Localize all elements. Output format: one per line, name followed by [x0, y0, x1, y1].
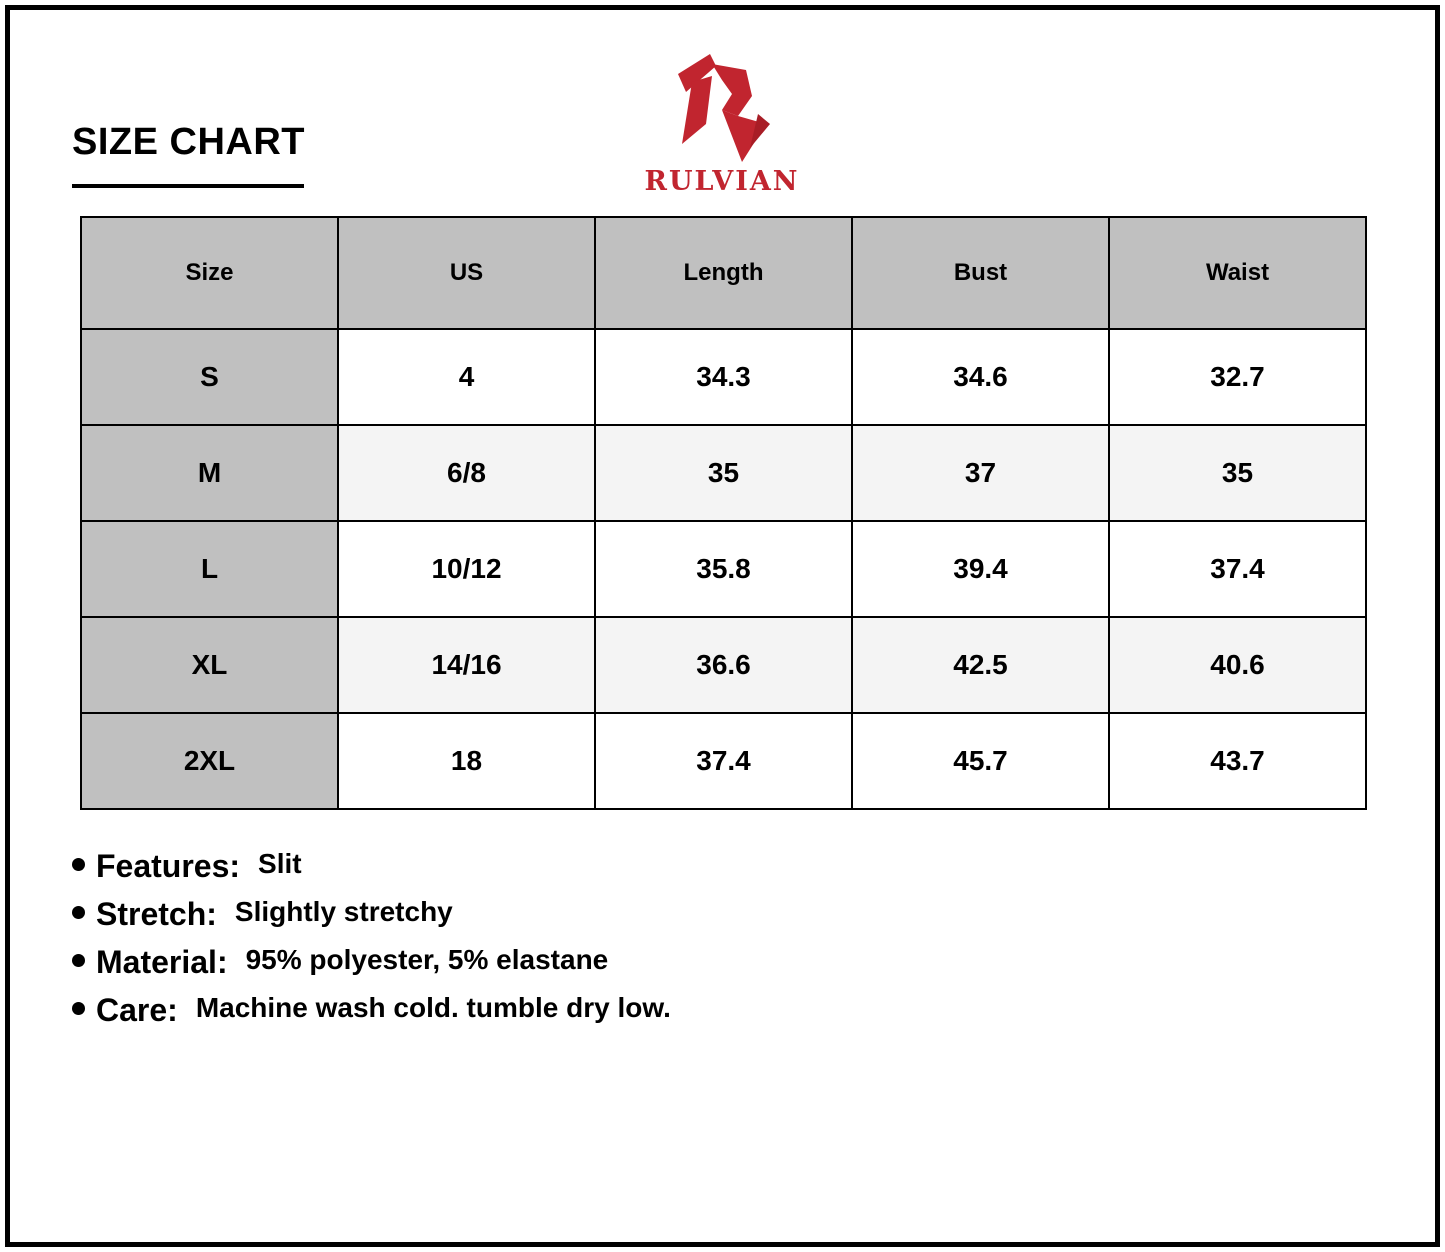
- feature-list: [72, 848, 671, 1040]
- length-cell: 34.3: [595, 329, 852, 425]
- table-row: [81, 425, 1366, 521]
- bust-cell: 42.5: [852, 617, 1109, 713]
- bust-cell: 39.4: [852, 521, 1109, 617]
- table-row: [81, 713, 1366, 809]
- feature-item-care: [72, 992, 671, 1040]
- us-cell: 10/12: [338, 521, 595, 617]
- table-row: [81, 617, 1366, 713]
- bullet-icon: [72, 1002, 85, 1015]
- bullet-icon: [72, 954, 85, 967]
- length-cell: 36.6: [595, 617, 852, 713]
- feature-item-material: [72, 944, 671, 992]
- header-waist: Waist: [1109, 217, 1366, 329]
- header-us: US: [338, 217, 595, 329]
- waist-cell: 32.7: [1109, 329, 1366, 425]
- bullet-icon: [72, 858, 85, 871]
- bust-cell: 34.6: [852, 329, 1109, 425]
- waist-cell: 37.4: [1109, 521, 1366, 617]
- feature-item-stretch: [72, 896, 671, 944]
- header-length: Length: [595, 217, 852, 329]
- header-size: Size: [81, 217, 338, 329]
- length-cell: 35: [595, 425, 852, 521]
- us-cell: 14/16: [338, 617, 595, 713]
- size-cell: XL: [81, 617, 338, 713]
- table-row: [81, 521, 1366, 617]
- us-cell: 18: [338, 713, 595, 809]
- waist-cell: 43.7: [1109, 713, 1366, 809]
- us-cell: 4: [338, 329, 595, 425]
- length-cell: 35.8: [595, 521, 852, 617]
- bullet-icon: [72, 906, 85, 919]
- waist-cell: 35: [1109, 425, 1366, 521]
- feature-label: Features:: [96, 848, 241, 884]
- header-bust: Bust: [852, 217, 1109, 329]
- size-table: [80, 216, 1367, 810]
- waist-cell: 40.6: [1109, 617, 1366, 713]
- bust-cell: 45.7: [852, 713, 1109, 809]
- feature-label: Material:: [96, 944, 228, 980]
- page-title: SIZE CHART: [72, 121, 305, 163]
- bust-cell: 37: [852, 425, 1109, 521]
- feature-value: Machine wash cold. tumble dry low.: [195, 992, 671, 1023]
- brand-name: RULVIAN: [644, 166, 800, 197]
- rulvian-logo-icon: [666, 52, 786, 164]
- title-underline: [72, 184, 304, 188]
- size-cell: S: [81, 329, 338, 425]
- feature-value: 95% polyester, 5% elastane: [245, 944, 609, 975]
- us-cell: 6/8: [338, 425, 595, 521]
- table-header-row: [81, 217, 1366, 329]
- table-row: [81, 329, 1366, 425]
- feature-value: Slit: [258, 848, 302, 879]
- feature-label: Stretch:: [96, 896, 217, 932]
- feature-item-features: [72, 848, 671, 896]
- length-cell: 37.4: [595, 713, 852, 809]
- size-cell: 2XL: [81, 713, 338, 809]
- size-cell: L: [81, 521, 338, 617]
- feature-label: Care:: [96, 992, 178, 1028]
- size-cell: M: [81, 425, 338, 521]
- feature-value: Slightly stretchy: [234, 896, 453, 927]
